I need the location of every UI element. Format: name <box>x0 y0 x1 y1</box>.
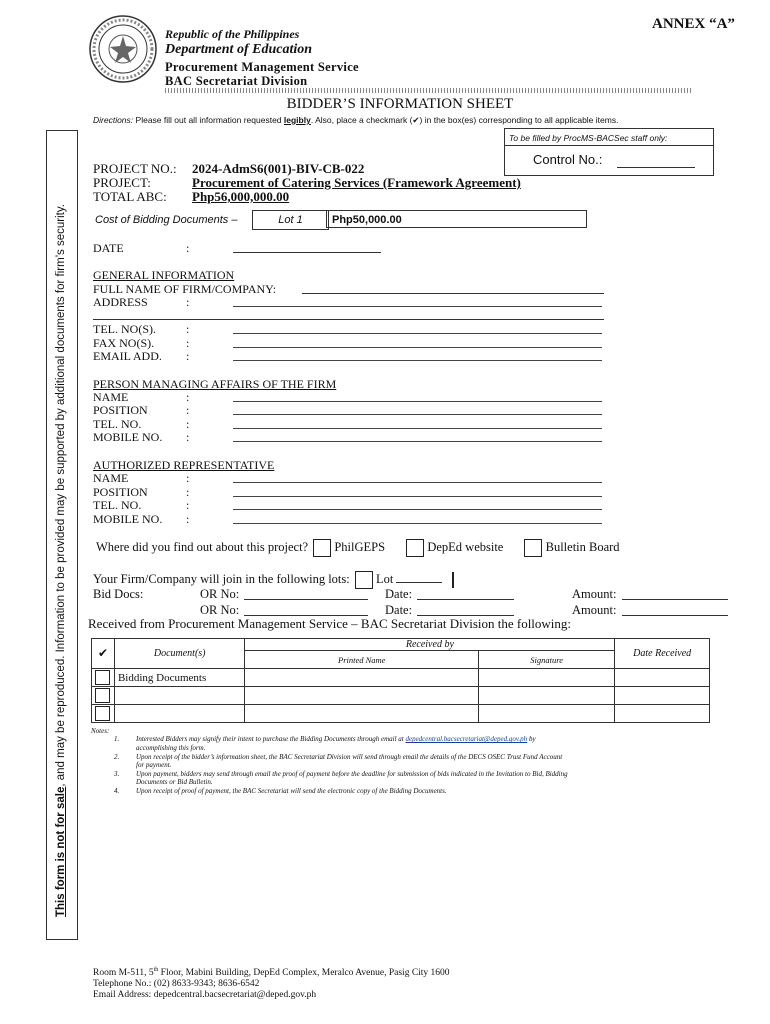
project-value: Procurement of Catering Services (Framework Agreement) <box>192 175 521 190</box>
note-1 <box>136 735 700 744</box>
row-printed-name[interactable] <box>245 669 479 687</box>
lot-number-field[interactable] <box>396 571 442 583</box>
deped-website-label: DepEd website <box>427 540 504 554</box>
date-received-header: Date Received <box>615 639 710 669</box>
managing-heading: PERSON MANAGING AFFAIRS OF THE FIRM <box>93 377 337 391</box>
footer-address-sup: th <box>153 967 159 973</box>
note-4-number: 4. <box>114 787 120 795</box>
annex-label: ANNEX “A” <box>652 16 735 32</box>
row-printed-name[interactable] <box>245 687 479 705</box>
authorized-mobile-label: MOBILE NO. <box>93 512 163 526</box>
notes-label: Notes: <box>91 727 110 735</box>
managing-position-colon: : <box>186 403 190 417</box>
row-signature[interactable] <box>479 687 615 705</box>
header-divider <box>165 88 693 93</box>
header-service: Procurement Management Service <box>165 60 359 74</box>
fax-label: FAX NO(S). <box>93 336 155 350</box>
date-label-1: Date: <box>385 587 413 601</box>
total-abc-label: TOTAL ABC: <box>93 189 167 204</box>
authorized-mobile-colon: : <box>186 512 190 526</box>
row-date-received[interactable] <box>615 687 710 705</box>
amount-label-2: Amount: <box>572 603 617 617</box>
lots-label: Your Firm/Company will join in the following lots: <box>93 572 350 586</box>
received-table <box>91 638 710 723</box>
project-label: PROJECT: <box>93 175 151 190</box>
address-label: ADDRESS <box>93 295 148 309</box>
date-field-1[interactable] <box>417 589 514 600</box>
control-no-field[interactable] <box>617 153 695 168</box>
row-document: Bidding Documents <box>114 669 244 687</box>
authorized-tel-field[interactable] <box>233 499 602 510</box>
address-colon: : <box>186 295 190 309</box>
or-no-field-2[interactable] <box>244 605 368 616</box>
fax-field[interactable] <box>233 337 602 348</box>
note-1-text-c: accomplishing this form. <box>136 744 206 752</box>
footer-address-a: Room M-511, 5 <box>93 968 154 979</box>
header-department: Department of Education <box>165 42 313 57</box>
received-by-header: Received by <box>245 639 615 651</box>
managing-mobile-field[interactable] <box>233 431 602 442</box>
authorized-mobile-field[interactable] <box>233 513 602 524</box>
philgeps-label: PhilGEPS <box>334 540 386 554</box>
amount-field-2[interactable] <box>622 605 728 616</box>
date-label-2: Date: <box>385 603 413 617</box>
tel-label: TEL. NO(S). <box>93 322 156 336</box>
bid-docs-label: Bid Docs: <box>93 587 144 601</box>
row-date-received[interactable] <box>615 669 710 687</box>
signature-header: Signature <box>479 651 615 669</box>
lot-checkbox[interactable] <box>355 571 373 589</box>
tel-field[interactable] <box>233 323 602 334</box>
note-3-text-b: Documents or Bid Bulletin. <box>136 778 213 786</box>
managing-position-field[interactable] <box>233 404 602 415</box>
or-no-label-2: OR No: <box>200 603 240 617</box>
received-heading: Received from Procurement Management Service – BAC Secretariat Division the following: <box>88 616 572 631</box>
deped-seal-icon <box>88 14 158 84</box>
row-checkbox[interactable] <box>95 706 110 721</box>
staff-note: To be filled by ProcMS-BACSec staff only: <box>509 133 668 143</box>
tel-colon: : <box>186 322 190 336</box>
table-row <box>92 687 710 705</box>
fax-colon: : <box>186 336 190 350</box>
firm-name-label: FULL NAME OF FIRM/COMPANY: <box>93 282 277 296</box>
managing-name-label: NAME <box>93 390 129 404</box>
footer-email: Email Address: depedcentral.bacsecretariat@deped.gov.ph <box>93 990 317 1001</box>
directions-emphasis: legibly <box>283 115 311 125</box>
bulletin-board-label: Bulletin Board <box>545 540 620 554</box>
text-cursor <box>452 572 454 588</box>
row-date-received[interactable] <box>615 705 710 723</box>
row-document[interactable] <box>114 705 244 723</box>
row-document[interactable] <box>114 687 244 705</box>
note-1-email-link[interactable]: depedcentral.bacsecretariat@deped.gov.ph <box>405 735 528 743</box>
directions <box>93 115 618 126</box>
row-printed-name[interactable] <box>245 705 479 723</box>
row-checkbox[interactable] <box>95 688 110 703</box>
or-no-field-1[interactable] <box>244 589 368 600</box>
date-label: DATE <box>93 241 124 255</box>
row-checkbox[interactable] <box>95 670 110 685</box>
authorized-tel-label: TEL. NO. <box>93 498 142 512</box>
authorized-position-label: POSITION <box>93 485 148 499</box>
managing-tel-label: TEL. NO. <box>93 417 142 431</box>
amount-field-1[interactable] <box>622 589 728 600</box>
managing-name-field[interactable] <box>233 391 602 402</box>
or-no-label-1: OR No: <box>200 587 240 601</box>
managing-tel-field[interactable] <box>233 418 602 429</box>
general-heading: GENERAL INFORMATION <box>93 268 235 282</box>
row-signature[interactable] <box>479 705 615 723</box>
managing-tel-colon: : <box>186 417 190 431</box>
authorized-position-colon: : <box>186 485 190 499</box>
sidebar-rest: , and may be reproduced. Information to be provided may be supported by additional documents for firm’s security. <box>55 204 67 787</box>
amount-label-1: Amount: <box>572 587 617 601</box>
managing-mobile-label: MOBILE NO. <box>93 430 163 444</box>
header-republic: Republic of the Philippines <box>165 27 300 41</box>
authorized-name-label: NAME <box>93 471 129 485</box>
date-field[interactable] <box>233 242 381 253</box>
source-question: Where did you find out about this project? <box>96 540 309 554</box>
cost-lot: Lot 1 <box>252 210 329 230</box>
footer-address-b: Floor, Mabini Building, DepEd Complex, Meralco Avenue, Pasig City 1600 <box>158 968 450 979</box>
authorized-position-field[interactable] <box>233 486 602 497</box>
managing-position-label: POSITION <box>93 403 148 417</box>
project-no-label: PROJECT NO.: <box>93 161 177 176</box>
bulletin-board-checkbox[interactable] <box>524 539 542 557</box>
table-row <box>92 705 710 723</box>
page-title: BIDDER’S INFORMATION SHEET <box>286 96 514 112</box>
note-1-text-b: by <box>528 735 536 743</box>
cost-amount: Php50,000.00 <box>326 210 587 228</box>
authorized-tel-colon: : <box>186 498 190 512</box>
note-1-number: 1. <box>114 735 120 743</box>
date-field-2[interactable] <box>417 605 514 616</box>
firm-name-field[interactable] <box>302 283 604 294</box>
project-no-value: 2024-AdmS6(001)-BIV-CB-022 <box>192 161 365 176</box>
managing-name-colon: : <box>186 390 190 404</box>
printed-name-header: Printed Name <box>245 651 479 669</box>
staff-box <box>504 128 714 176</box>
footer <box>93 965 450 1001</box>
directions-text-b: . Also, place a checkmark (✔) in the box(es) corresponding to all applicable items. <box>310 115 619 125</box>
sidebar-not-for-sale: This form is not for sale <box>55 786 67 917</box>
authorized-heading: AUTHORIZED REPRESENTATIVE <box>93 458 275 472</box>
deped-website-checkbox[interactable] <box>406 539 424 557</box>
note-2-number: 2. <box>114 753 120 761</box>
check-header: ✔ <box>92 639 115 669</box>
lot-label: Lot <box>375 572 394 586</box>
row-signature[interactable] <box>479 669 615 687</box>
document-header: Document(s) <box>114 639 244 669</box>
email-field[interactable] <box>233 350 602 361</box>
address-field-line2[interactable] <box>93 309 604 320</box>
authorized-name-field[interactable] <box>233 472 602 483</box>
email-label: EMAIL ADD. <box>93 349 162 363</box>
source-question-row <box>96 538 620 557</box>
address-field[interactable] <box>233 296 602 307</box>
philgeps-checkbox[interactable] <box>313 539 331 557</box>
header-division: BAC Secretariat Division <box>165 74 308 88</box>
authorized-name-colon: : <box>186 471 190 485</box>
cost-label: Cost of Bidding Documents – <box>95 214 238 226</box>
note-2-text: Upon receipt of the bidder’s information sheet, the BAC Secretariat Division will send through email the details of the DECS OSEC Trust Fund Account <box>136 753 563 761</box>
sidebar-note <box>55 204 67 917</box>
control-no-label: Control No.: <box>533 152 603 167</box>
table-row <box>92 669 710 687</box>
email-colon: : <box>186 349 190 363</box>
date-colon: : <box>186 241 190 255</box>
total-abc-value: Php56,000,000.00 <box>192 189 290 204</box>
note-3-number: 3. <box>114 770 120 778</box>
note-3-text: Upon payment, bidders may send through email the proof of payment before the deadline for submission of bids indicated in the Invitation to Bid, Bidding <box>136 770 568 778</box>
managing-mobile-colon: : <box>186 430 190 444</box>
note-1-text: Interested Bidders may signify their intent to purchase the Bidding Documents through email at <box>136 735 404 743</box>
footer-address <box>93 965 450 979</box>
note-4-text: Upon receipt of proof of payment, the BAC Secretariat will send the electronic copy of the Bidding Documents. <box>136 787 447 795</box>
footer-telephone: Telephone No.: (02) 8633-9343; 8636-6542 <box>93 979 260 990</box>
directions-label: Directions: <box>93 115 134 125</box>
note-2-text-b: for payment. <box>136 761 172 769</box>
directions-text-a: Please fill out all information requested <box>135 115 282 125</box>
